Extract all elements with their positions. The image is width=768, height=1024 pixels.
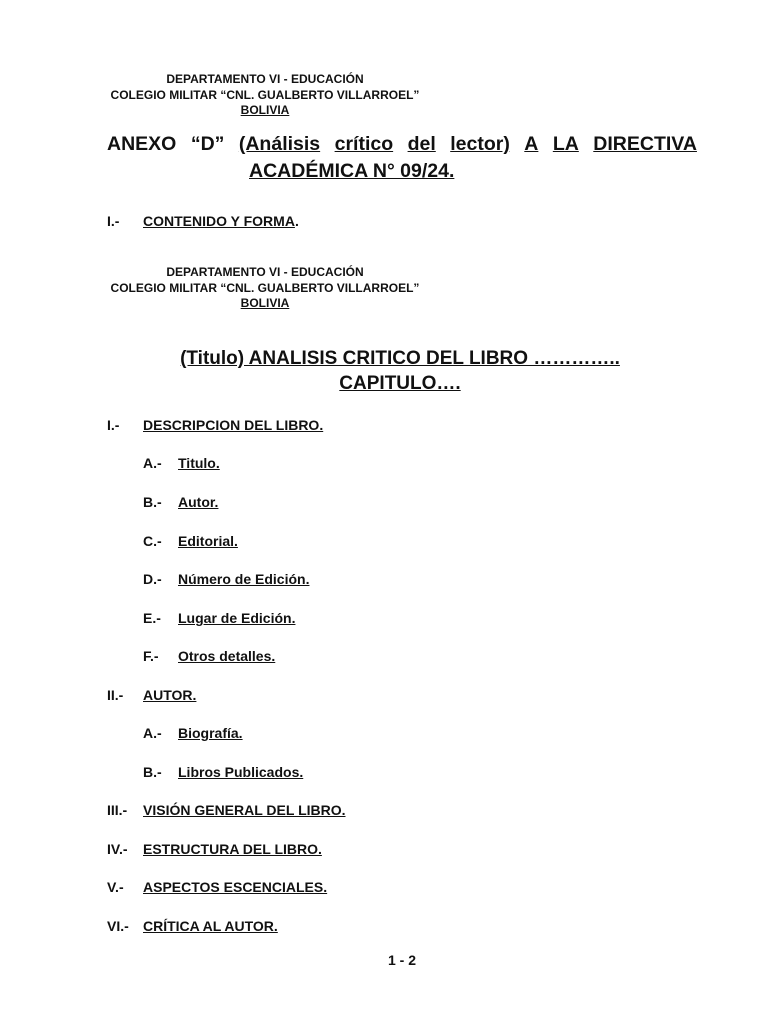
- book-title: [100, 346, 700, 396]
- anexo-word: A: [524, 133, 539, 155]
- section-suffix: .: [294, 213, 299, 229]
- outline-label: Biografía.: [178, 725, 243, 741]
- anexo-line2: ACADÉMICA N° 09/24.: [249, 160, 455, 182]
- section-number: I.-: [107, 213, 120, 229]
- outline-label: Libros Publicados.: [178, 764, 304, 780]
- outline-item-iii: [107, 802, 346, 818]
- outline-item-i-e: [143, 610, 295, 626]
- anexo-word: ANEXO: [107, 133, 177, 155]
- header-block-1: [100, 72, 430, 119]
- outline-number: VI.-: [107, 918, 129, 934]
- outline-item-ii: [107, 687, 196, 703]
- outline-item-i: [107, 417, 323, 433]
- outline-number: A.-: [143, 725, 162, 741]
- outline-item-vi: [107, 918, 278, 934]
- anexo-word: crítico: [334, 133, 394, 155]
- outline-item-i-b: [143, 494, 218, 510]
- outline-label: ESTRUCTURA DEL LIBRO.: [143, 841, 322, 857]
- outline-label: ASPECTOS ESCENCIALES.: [143, 879, 328, 895]
- outline-number: II.-: [107, 687, 124, 703]
- outline-number: A.-: [143, 455, 162, 471]
- book-title-line2: CAPITULO….: [339, 373, 461, 394]
- outline-label: VISIÓN GENERAL DEL LIBRO.: [143, 802, 346, 818]
- outline-number: F.-: [143, 648, 159, 664]
- outline-label: Autor.: [178, 494, 219, 510]
- header-college: COLEGIO MILITAR “CNL. GUALBERTO VILLARROEL”: [110, 280, 420, 295]
- outline-item-ii-b: [143, 764, 303, 780]
- anexo-word: lector): [450, 133, 510, 155]
- header-country: BOLIVIA: [240, 296, 290, 310]
- anexo-word: del: [407, 133, 436, 155]
- outline-number: V.-: [107, 879, 124, 895]
- anexo-word: LA: [552, 133, 579, 155]
- header-dept: DEPARTAMENTO VI - EDUCACIÓN: [166, 265, 364, 279]
- outline-number: E.-: [143, 610, 161, 626]
- anexo-word: “D”: [190, 133, 225, 155]
- outline-label: Editorial.: [178, 533, 238, 549]
- book-title-line1: (Titulo) ANALISIS CRITICO DEL LIBRO …………..: [180, 348, 620, 369]
- outline-number: D.-: [143, 571, 162, 587]
- outline-number: B.-: [143, 764, 162, 780]
- header-country: BOLIVIA: [240, 103, 290, 117]
- outline-item-ii-a: [143, 725, 243, 741]
- page-number: 1 - 2: [387, 952, 416, 968]
- header-block-2: [100, 265, 430, 312]
- outline-label: Titulo.: [178, 455, 220, 471]
- outline-number: C.-: [143, 533, 162, 549]
- anexo-word: DIRECTIVA: [593, 133, 697, 155]
- outline-label: DESCRIPCION DEL LIBRO.: [143, 417, 324, 433]
- anexo-word: (Análisis: [238, 133, 321, 155]
- outline-label: CRÍTICA AL AUTOR.: [143, 918, 278, 934]
- outline-label: AUTOR.: [143, 687, 197, 703]
- outline-number: B.-: [143, 494, 162, 510]
- anexo-title: [107, 131, 697, 185]
- outline-number: IV.-: [107, 841, 128, 857]
- outline-number: III.-: [107, 802, 128, 818]
- header-dept: DEPARTAMENTO VI - EDUCACIÓN: [166, 72, 364, 86]
- outline-number: I.-: [107, 417, 120, 433]
- outline-item-i-d: [143, 571, 309, 587]
- outline-item-v: [107, 879, 327, 895]
- outline-item-i-a: [143, 455, 220, 471]
- outline-label: Otros detalles.: [178, 648, 276, 664]
- section-contenido: [107, 213, 299, 229]
- outline-item-i-c: [143, 533, 238, 549]
- outline-label: Número de Edición.: [178, 571, 310, 587]
- outline-item-i-f: [143, 648, 275, 664]
- outline-item-iv: [107, 841, 322, 857]
- header-college: COLEGIO MILITAR “CNL. GUALBERTO VILLARROEL”: [110, 87, 420, 102]
- section-label: CONTENIDO Y FORMA: [143, 213, 295, 229]
- outline-label: Lugar de Edición.: [178, 610, 296, 626]
